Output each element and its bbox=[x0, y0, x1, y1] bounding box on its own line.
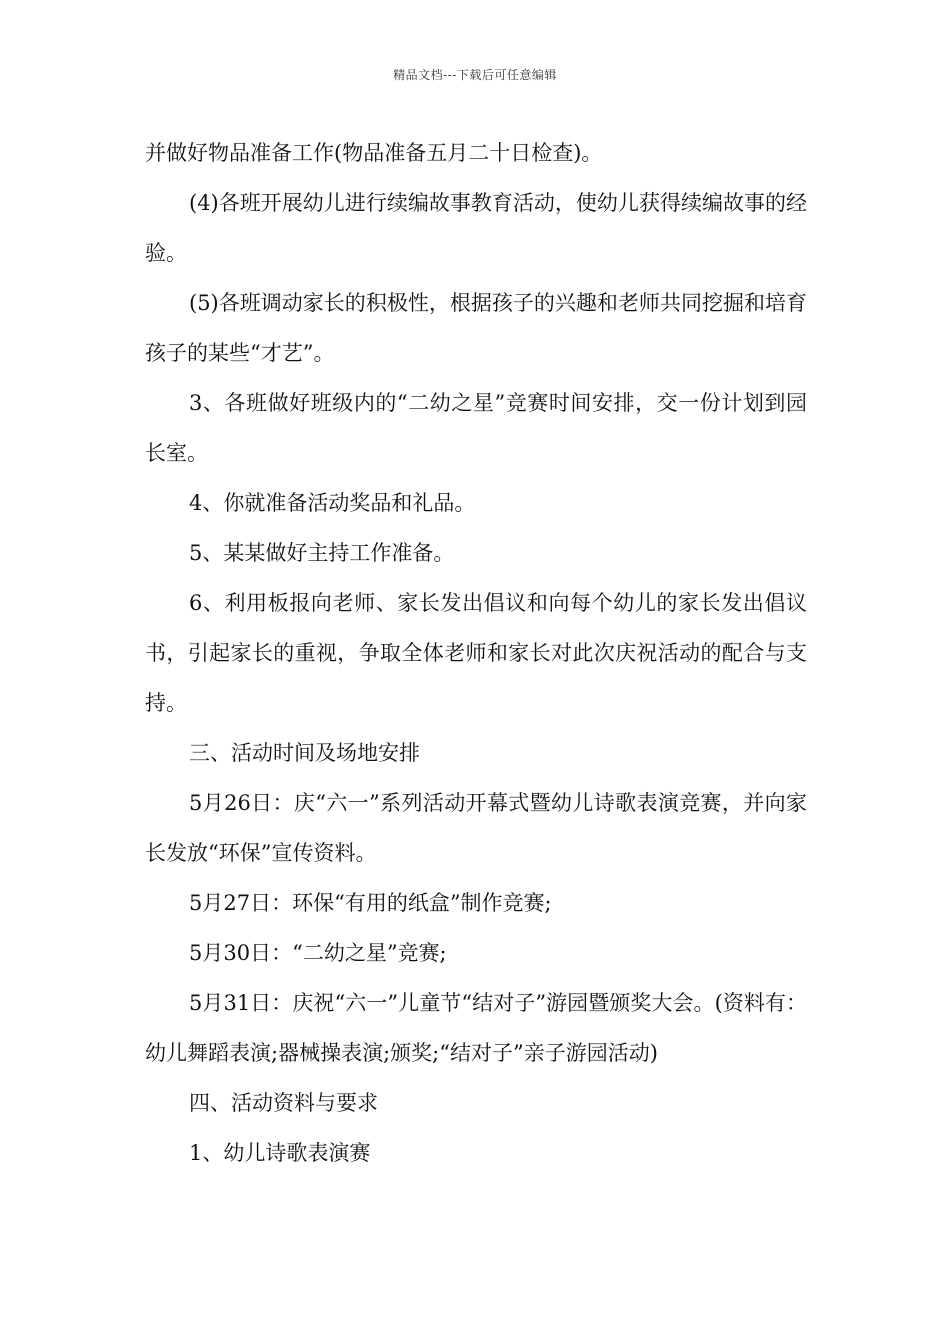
paragraph: 6、利用板报向老师、家长发出倡议和向每个幼儿的家长发出倡议书，引起家长的重视，争取全体老师和家长对此次庆祝活动的配合与支持。 bbox=[145, 591, 807, 715]
section-heading: 四、活动资料与要求 bbox=[189, 1091, 378, 1115]
paragraph: 5、某某做好主持工作准备。 bbox=[189, 541, 455, 565]
paragraph: (4)各班开展幼儿进行续编故事教育活动，使幼儿获得续编故事的经验。 bbox=[145, 191, 807, 265]
schedule-item: 5月30日：“二幼之星”竞赛; bbox=[189, 941, 447, 965]
paragraph: 并做好物品准备工作(物品准备五月二十日检查)。 bbox=[145, 141, 603, 165]
schedule-item: 5月27日：环保“有用的纸盒”制作竞赛; bbox=[189, 891, 552, 915]
subsection-heading: 1、幼儿诗歌表演赛 bbox=[189, 1141, 371, 1165]
paragraph: 4、你就准备活动奖品和礼品。 bbox=[189, 491, 476, 515]
paragraph: 3、各班做好班级内的“二幼之星”竞赛时间安排，交一份计划到园长室。 bbox=[145, 391, 807, 465]
schedule-item: 5月26日：庆“六一”系列活动开幕式暨幼儿诗歌表演竞赛，并向家长发放“环保”宣传资料。 bbox=[145, 791, 807, 865]
page-header: 精品文档---下载后可任意编辑 bbox=[393, 68, 557, 82]
document-body bbox=[145, 128, 807, 1178]
paragraph: (5)各班调动家长的积极性，根据孩子的兴趣和老师共同挖掘和培育孩子的某些“才艺”。 bbox=[145, 291, 807, 365]
schedule-item: 5月31日：庆祝“六一”儿童节“结对子”游园暨颁奖大会。(资料有：幼儿舞蹈表演;器械操表演;颁奖;“结对子”亲子游园活动) bbox=[145, 991, 807, 1065]
section-heading: 三、活动时间及场地安排 bbox=[189, 741, 420, 765]
